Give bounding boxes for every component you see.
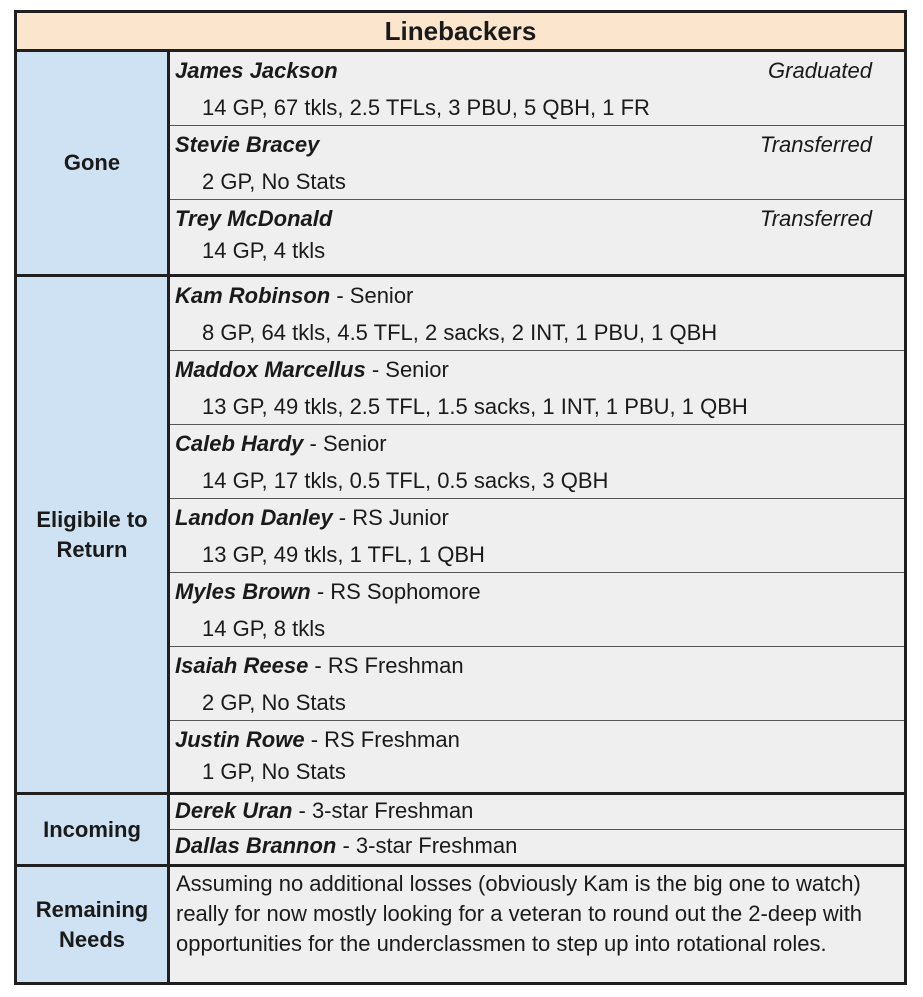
table-title: Linebackers (17, 13, 904, 52)
player-class: - RS Sophomore (310, 579, 481, 604)
player-row (170, 795, 904, 830)
player-name: Isaiah Reese (175, 653, 309, 678)
needs-cell (170, 867, 904, 982)
player-stats: 2 GP, No Stats (202, 169, 346, 194)
player-name: Landon Danley (175, 505, 333, 530)
player-name: Maddox Marcellus (175, 357, 366, 382)
player-row (170, 277, 904, 351)
player-row (170, 830, 904, 864)
player-name: Kam Robinson (175, 283, 331, 308)
section-label-eligible: Eligibile to Return (17, 277, 170, 792)
player-row (170, 351, 904, 425)
player-stats: 13 GP, 49 tkls, 2.5 TFL, 1.5 sacks, 1 INT, 1 PBU, 1 QBH (202, 394, 748, 419)
gone-rows (170, 52, 904, 274)
player-class: - RS Freshman (308, 653, 464, 678)
player-row (170, 499, 904, 573)
player-stats: 2 GP, No Stats (202, 690, 346, 715)
player-stats: 8 GP, 64 tkls, 4.5 TFL, 2 sacks, 2 INT, 1 PBU, 1 QBH (202, 320, 718, 345)
player-row (170, 52, 904, 126)
section-label-needs: Remaining Needs (17, 867, 170, 982)
needs-text: Assuming no additional losses (obviously Kam is the big one to watch) really for now mostly looking for a veteran to round out the 2-deep with opportunities for the underclassmen to step up into rotational roles. (176, 871, 863, 956)
player-stats: 1 GP, No Stats (202, 759, 346, 784)
section-label-gone: Gone (17, 52, 170, 274)
incoming-rows (170, 795, 904, 864)
player-class: - RS Freshman (304, 727, 460, 752)
player-name: Stevie Bracey (175, 132, 320, 157)
player-stats: 14 GP, 67 tkls, 2.5 TFLs, 3 PBU, 5 QBH, 1 FR (202, 95, 650, 120)
player-class: - Senior (303, 431, 387, 456)
player-row (170, 573, 904, 647)
player-stats: 14 GP, 8 tkls (202, 616, 326, 641)
player-stats: 14 GP, 17 tkls, 0.5 TFL, 0.5 sacks, 3 QBH (202, 468, 609, 493)
section-label-incoming: Incoming (17, 795, 170, 864)
player-name: James Jackson (175, 58, 338, 83)
player-stats: 13 GP, 49 tkls, 1 TFL, 1 QBH (202, 542, 485, 567)
section-incoming (17, 795, 904, 867)
section-eligible (17, 277, 904, 795)
player-class: - 3-star Freshman (292, 798, 474, 823)
depth-chart-table (14, 10, 907, 985)
player-name: Myles Brown (175, 579, 311, 604)
player-name: Dallas Brannon (175, 833, 337, 858)
player-name: Trey McDonald (175, 206, 333, 231)
player-class: - 3-star Freshman (336, 833, 518, 858)
player-name: Caleb Hardy (175, 431, 304, 456)
player-class: - Senior (365, 357, 449, 382)
player-row (170, 126, 904, 200)
section-gone (17, 52, 904, 277)
player-name: Derek Uran (175, 798, 293, 823)
player-row (170, 647, 904, 721)
player-stats: 14 GP, 4 tkls (202, 238, 326, 263)
player-status: Graduated (768, 58, 872, 83)
player-status: Transferred (759, 206, 872, 231)
player-class: - RS Junior (332, 505, 449, 530)
player-name: Justin Rowe (175, 727, 305, 752)
player-row (170, 200, 904, 274)
player-row (170, 425, 904, 499)
player-class: - Senior (330, 283, 414, 308)
eligible-rows (170, 277, 904, 792)
player-row (170, 721, 904, 792)
section-needs (17, 867, 904, 982)
player-status: Transferred (759, 132, 872, 157)
